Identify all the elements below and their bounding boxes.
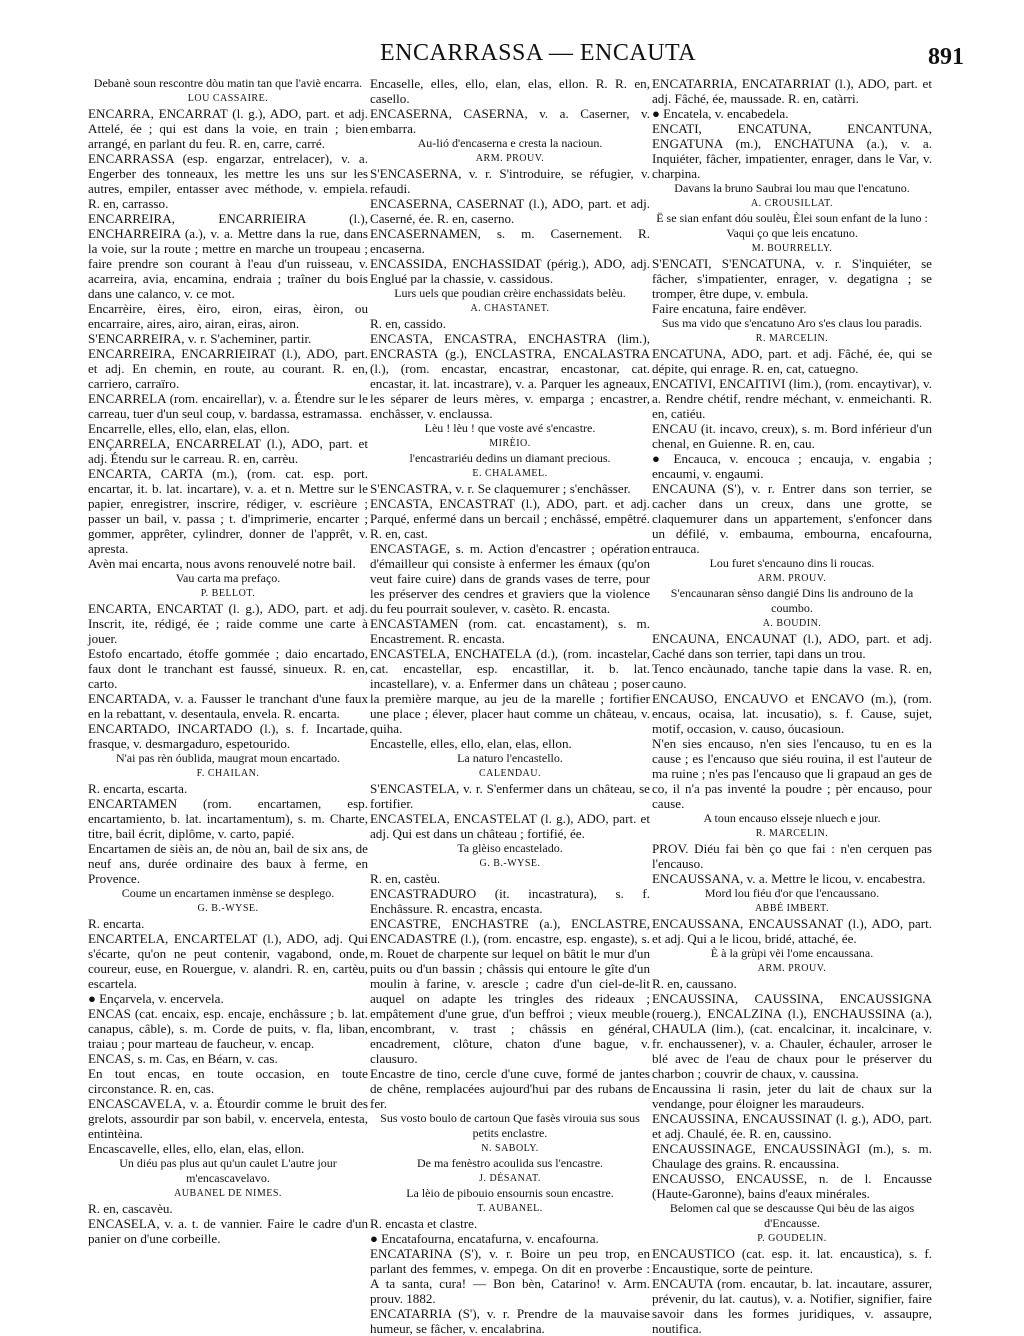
dictionary-entry: S'ENCASTRA, v. r. Se claquemurer ; s'enchâsser. — [370, 481, 631, 496]
dictionary-entry: R. en, castèu. — [370, 871, 441, 886]
dictionary-entry: ENCAUSSANA, v. a. Mettre le licou, v. encabestra. — [652, 871, 926, 886]
dictionary-entry: ENCARRA, ENCARRAT (l. g.), ADO, part. et adj. Attelé, ée ; qui est dans la voie, en train ; bien arrangé, en parlant du feu. R. en, carre, carré. — [88, 106, 368, 151]
quote-attribution: AUBANEL DE NIMES. — [174, 1188, 282, 1199]
dictionary-entry: ENCAUSTICO (cat. esp. it. lat. encaustica), s. f. Encaustique, sorte de peinture. — [652, 1246, 932, 1276]
dictionary-entry: ENCAUSSINA, ENCAUSSINAT (l. g.), ADO, part. et adj. Chaulé, ée. R. en, caussino. — [652, 1111, 932, 1141]
quotation: Ë se sian enfant dóu soulèu, Èlei soun enfant de la luno : Vaqui ço que leis encatuno. — [656, 211, 928, 240]
dictionary-entry: ENCAUTA (rom. encautar, b. lat. incautare, assurer, prévenir, du lat. cautus), v. a. Notifier, signifier, faire savoir dans les formes juridiques, v. assaupre, noutifica. — [652, 1276, 932, 1336]
quotation: Lurs uels que poudian crèire enchassidats belèu. — [394, 286, 626, 300]
dictionary-entry: ENCARTAMEN (rom. encartamen, esp. encartamiento, b. lat. incartamentum), s. m. Charte, titre, bail écrit, diplôme, v. carto, papié. — [88, 796, 368, 841]
dictionary-entry: Encaussina li rasin, jeter du lait de chaux sur la vendange, pour éloigner les maraudeurs. — [652, 1081, 932, 1111]
quotation: Mord lou fiéu d'or que l'encaussano. — [704, 886, 880, 900]
dictionary-entry: ENCARRELA (rom. encairellar), v. a. Étendre sur le carreau, tuer d'un seul coup, v. bardassa, estramassa. — [88, 391, 368, 421]
dictionary-entry: Encartamen de sièis an, de nòu an, bail de six ans, de neuf ans, durée ordinaire des baux à ferme, en Provence. — [88, 841, 368, 886]
quotation: Coume un encartamen inmènse se desplego. — [121, 886, 335, 900]
dictionary-entry: Encaselle, elles, ello, elan, elas, ellon. R. R. en, casello. — [370, 76, 650, 106]
dictionary-entry: ● Encauca, v. encouca ; encauja, v. engabia ; encaumi, v. engaumi. — [652, 451, 932, 481]
quote-attribution: CALENDAU. — [479, 768, 541, 779]
dictionary-entry: ENCAU (it. incavo, creux), s. m. Bord inférieur d'un chenal, en Guienne. R. en, cau. — [652, 421, 932, 451]
dictionary-entry: ENCASTRADURO (it. incastratura), s. f. Enchâssure. R. encastra, encasta. — [370, 886, 650, 916]
dictionary-entry: ENCAUSSINA, CAUSSINA, ENCAUSSIGNA (rouerg.), ENCALZINA (l.), ENCHAUSSINA (a.), CHAULA (lim.), (cat. encalcinar, it. incalcinare, v. fr. enchaussener), v. a. Chauler, échauler, arroser le blé avec de l'eau de chaux pour le préserver du charbon ; couvrir de chaux, v. caussina. — [652, 991, 932, 1081]
quotation: Sus ma vido que s'encatuno Aro s'es claus lou paradis. — [661, 316, 923, 330]
dictionary-entry: Tenco encàunado, tanche tapie dans la vase. R. en, cauno. — [652, 661, 932, 691]
dictionary-entry: ENCASTELA, ENCASTELAT (l. g.), ADO, part. et adj. Qui est dans un château ; fortifié, ée. — [370, 811, 650, 841]
quotation: N'ai pas rèn óublida, maugrat moun encartado. — [115, 751, 341, 765]
quote-attribution: P. BELLOT. — [200, 588, 256, 599]
dictionary-entry: ENCARRASSA (esp. engarzar, entrelacer), v. a. Engerber des tonneaux, les mettre les uns sur les autres, empiler, entasser avec méthode, v. empiela. R. en, carrasso. — [88, 151, 368, 211]
middle-column — [370, 76, 650, 1336]
quotation: Vau carta ma prefaço. — [175, 571, 281, 585]
quote-attribution: J. DÉSANAT. — [479, 1173, 541, 1184]
dictionary-entry: ENCASTA, ENCASTRA, ENCHASTRA (lim.), ENCRASTA (g.), ENCLASTRA, ENCALASTRA (l.), (rom. encastar, encastrar, encastonar, cat. encastar, it. lat. incastrare), v. a. Parquer les agneaux, les séparer de leurs mères, v. emparga ; encastrer, enchâsser, v. enclaussa. — [370, 331, 650, 421]
quote-attribution: ARM. PROUV. — [757, 573, 827, 584]
dictionary-entry: ENCAS (cat. encaix, esp. encaje, enchâssure ; b. lat. canapus, câble), s. m. Corde de puits, v. fla, liban, traiau ; pour marteau de faucheur, v. encap. — [88, 1006, 368, 1051]
dictionary-entry: ENCASTRE, ENCHASTRE (a.), ENCLASTRE, ENCADASTRE (l.), (rom. encastre, esp. engaste), s. m. Rouet de charpente sur lequel on bâtit le mur d'un puits ou d'un bassin ; châssis qui entoure le gîte d'un moulin à farine, v. arescle ; cadre d'un ciel-de-lit auquel on adapte les tringles des rideaux ; empâtement d'une grue, d'un beffroi ; vieux meuble encombrant, v. trast ; châssis en général, encadrement, clôture, chaton d'une bague, v. clausuro. — [370, 916, 650, 1066]
quote-attribution: R. MARCELIN. — [755, 828, 829, 839]
quotation: La naturo l'encastello. — [457, 751, 563, 765]
page-header — [0, 40, 1024, 76]
dictionary-entry: ENCARTADO, INCARTADO (l.), s. f. Incartade, frasque, v. desmargaduro, espetourido. — [88, 721, 368, 751]
dictionary-entry: Encascavelle, elles, ello, elan, elas, ellon. — [88, 1141, 305, 1156]
dictionary-entry: ENCARTA, ENCARTAT (l. g.), ADO, part. et adj. Inscrit, ite, rédigé, ée ; raide comme une carte à jouer. — [88, 601, 368, 646]
dictionary-entry: ENCATIVI, ENCAITIVI (lim.), (rom. encaytivar), v. a. Rendre chétif, rendre méchant, v. enmeichanti. R. en, catiéu. — [652, 376, 932, 421]
running-head: ENCARRASSA — ENCAUTA — [380, 40, 697, 66]
dictionary-entry: ENCARREIRA, ENCARRIEIRA (l.), ENCHARREIRA (a.), v. a. Mettre dans la rue, dans la voie, sur la route ; mettre en marche un troupeau ; faire prendre son courant à l'eau d'un ruisseau, v. acarreira, avia, encamina, endraia ; traîner du bois dans une calanco, v. ce mot. — [88, 211, 368, 301]
dictionary-entry: S'ENCASTELA, v. r. S'enfermer dans un château, se fortifier. — [370, 781, 650, 811]
quote-attribution: M. BOURRELLY. — [751, 243, 833, 254]
quote-attribution: G. B.-WYSE. — [479, 858, 541, 869]
dictionary-entry: ENÇARRELA, ENCARRELAT (l.), ADO, part. et adj. Étendu sur le carreau. R. en, carrèu. — [88, 436, 368, 466]
quote-attribution: P. GOUDELIN. — [757, 1233, 827, 1244]
dictionary-entry: ENCASCAVELA, v. a. Étourdir comme le bruit des grelots, assourdir par son babil, v. encervela, entesta, entintèina. — [88, 1096, 368, 1141]
dictionary-entry: ENCATI, ENCATUNA, ENCANTUNA, ENGATUNA (m.), ENCHATUNA (a.), v. a. Inquiéter, fâcher, impatienter, enrager, dans le Var, v. charpina. — [652, 121, 932, 181]
dictionary-entry: ENCARTADA, v. a. Fausser le tranchant d'une faux en la rebattant, v. desentaula, envela. R. encarta. — [88, 691, 368, 721]
dictionary-entry: ENCARTELA, ENCARTELAT (l.), ADO, adj. Qui s'écarte, qu'on ne peut contenir, vagabond, onde, coureur, euse, en Rouergue, v. alandri. R. en, cartèu, escartela. — [88, 931, 368, 991]
dictionary-entry: En tout encas, en toute occasion, en toute circonstance. R. en, cas. — [88, 1066, 368, 1096]
dictionary-entry: ENCAUSO, ENCAUVO et ENCAVO (m.), (rom. encaus, ocaisa, lat. incusatio), s. f. Cause, sujet, motif, occasion, v. causo, óucasioun. — [652, 691, 932, 736]
dictionary-entry: ENCASELA, v. a. t. de vannier. Faire le cadre d'un panier on d'une corbeille. — [88, 1216, 368, 1246]
dictionary-entry: R. encasta et clastre. — [370, 1216, 478, 1231]
dictionary-entry: ENCAUSSANA, ENCAUSSANAT (l.), ADO, part. et adj. Qui a le licou, bridé, attaché, ée. — [652, 916, 932, 946]
quote-attribution: A. BOUDIN. — [762, 618, 822, 629]
dictionary-entry: ENCASTELA, ENCHATELA (d.), (rom. incastelar, cat. encastellar, esp. encastillar, it. b. lat. incastellare), v. a. Enfermer dans un château ; poser la première marque, au jeu de la marelle ; fortifier une place ; élever, placer haut comme un château, v. quiha. — [370, 646, 650, 736]
dictionary-entry: ● Encatafourna, encatafurna, v. encafourna. — [370, 1231, 599, 1246]
quotation: Belomen cal que se descausse Qui bèu de las aigos d'Encausse. — [669, 1201, 915, 1230]
dictionary-entry: ENCARTA, CARTA (m.), (rom. cat. esp. port. encartar, it. b. lat. incartare), v. a. et n. Mettre sur le papier, enregistrer, inscrire, rédiger, v. escrièure ; passer un bail, v. passa ; t. d'imprimerie, encarter ; gommer, apprêter, cylindrer, donner de l'apprêt, v. apresta. — [88, 466, 368, 556]
dictionary-entry: Estofo encartado, étoffe gommée ; daio encartado, faux dont le tranchant est faussé, sinueux. R. en, carto. — [88, 646, 368, 691]
dictionary-entry: ENCASSIDA, ENCHASSIDAT (périg.), ADO, adj. Englué par la chassie, v. cassidous. — [370, 256, 650, 286]
dictionary-entry: Faire encatuna, faire endêver. — [652, 301, 807, 316]
dictionary-entry: Encastre de tino, cercle d'une cuve, formé de jantes de chêne, remplacées aujourd'hui par des rubans de fer. — [370, 1066, 650, 1111]
dictionary-entry: ENCASTAMEN (rom. cat. encastament), s. m. Encastrement. R. encasta. — [370, 616, 650, 646]
quotation: È à la grùpi vèi l'ome encaussana. — [710, 946, 874, 960]
quotation: Un diéu pas plus aut qu'un caulet L'autre jour m'encascavelavo. — [119, 1156, 337, 1185]
dictionary-entry: ENCAS, s. m. Cas, en Béarn, v. cas. — [88, 1051, 278, 1066]
quote-attribution: ABBÉ IMBERT. — [754, 903, 830, 914]
quote-attribution: ARM. PROUV. — [757, 963, 827, 974]
dictionary-entry: Encastelle, elles, ello, elan, elas, ellon. — [370, 736, 572, 751]
quote-attribution: F. CHAILAN. — [196, 768, 260, 779]
dictionary-entry: ENCAUSSO, ENCAUSSE, n. de l. Encausse (Haute-Garonne), bains d'eaux minérales. — [652, 1171, 932, 1201]
quote-attribution: E. CHALAMEL. — [472, 468, 548, 479]
dictionary-entry: Avèn mai encarta, nous avons renouvelé notre bail. — [88, 556, 356, 571]
dictionary-entry: ENCAUNA (S'), v. r. Entrer dans son terrier, se cacher dans un creux, dans une grotte, se claquemurer dans un appartement, s'enfoncer dans un défilé, v. embauma, embourna, encafourna, entrauca. — [652, 481, 932, 556]
quote-attribution: T. AUBANEL. — [477, 1203, 543, 1214]
left-column — [88, 76, 368, 1246]
quote-attribution: MIRÈIO. — [489, 438, 531, 449]
quote-attribution: R. MARCELIN. — [755, 333, 829, 344]
dictionary-entry: S'ENCARREIRA, v. r. S'acheminer, partir. — [88, 331, 312, 346]
dictionary-entry: S'ENCATI, S'ENCATUNA, v. r. S'inquiéter, se fâcher, s'impatienter, enrager, v. degatigna ; se tromper, être dupe, v. embula. — [652, 256, 932, 301]
dictionary-entry: N'en sies encauso, n'en sies l'encauso, tu en es la cause ; es l'encauso que siéu rouina, il est l'auteur de ma ruine ; n'es pas l'encauso que li grapaud an ges de co, il n'a pas inventé la poudre ; pèr encauso, pour cause. — [652, 736, 932, 811]
dictionary-entry: ENCASERNA, CASERNAT (l.), ADO, part. et adj. Caserné, ée. R. en, caserno. — [370, 196, 650, 226]
quotation: l'encastrariéu dedins un diamant precious. — [409, 451, 611, 465]
dictionary-entry: ● Encatela, v. encabedela. — [652, 106, 789, 121]
quote-attribution: A. CROUSILLAT. — [750, 198, 834, 209]
right-column — [652, 76, 932, 1336]
quotation: De ma fenèstro acoulida sus l'encastre. — [416, 1156, 604, 1170]
quotation: Lèu ! lèu ! que voste avé s'encastre. — [424, 421, 596, 435]
quotation: Au-lió d'encaserna e cresta la nacioun. — [417, 136, 603, 150]
dictionary-entry: ● Ençarvela, v. encervela. — [88, 991, 224, 1006]
dictionary-entry: Encarrèire, èires, èiro, eiron, eiras, èiron, ou encarraire, aires, airo, airan, eiras, airon. — [88, 301, 368, 331]
dictionary-entry: ENCATARRIA, ENCATARRIAT (l.), ADO, part. et adj. Fâché, ée, maussade. R. en, catàrri. — [652, 76, 932, 106]
quotation: Sus vosto boulo de cartoun Que fasès virouia sus sous petits enclastre. — [380, 1111, 640, 1140]
quote-attribution: ARM. PROUV. — [475, 153, 545, 164]
dictionary-entry: ENCARREIRA, ENCARRIEIRAT (l.), ADO, part. et adj. En chemin, en route, au courant. R. en, carriero, carraïro. — [88, 346, 368, 391]
quote-attribution: A. CHASTANET. — [470, 303, 550, 314]
quote-attribution: N. SABOLY. — [481, 1143, 539, 1154]
dictionary-entry: ENCATARRIA (S'), v. r. Prendre de la mauvaise humeur, se fâcher, v. encalabrina. — [370, 1306, 650, 1336]
dictionary-entry: ENCASTAGE, s. m. Action d'encastrer ; opération d'émailleur qui consiste à enfermer les émaux (qu'on veut faire cuire) dans de grands vases de terre, pour les préserver des cendres et graviers que la violence du feu pourrait soulever, v. casèto. R. encasta. — [370, 541, 650, 616]
dictionary-entry: ENCASERNAMEN, s. m. Casernement. R. encaserna. — [370, 226, 650, 256]
quotation: Debanè soun rescontre dòu matin tan que l'aviè encarra. — [93, 76, 363, 90]
quotation: S'encaunaran sènso dangié Dins lis androuno de la coumbo. — [670, 586, 914, 615]
dictionary-entry: R. en, cascavèu. — [88, 1201, 173, 1216]
quote-attribution: LOU CASSAIRE. — [187, 93, 269, 104]
quotation: Davans la bruno Saubrai lou mau que l'encatuno. — [674, 181, 910, 195]
dictionary-entry: ENCAUNA, ENCAUNAT (l.), ADO, part. et adj. Caché dans son terrier, tapi dans un trou. — [652, 631, 932, 661]
quotation: Ta glèiso encastelado. — [457, 841, 563, 855]
dictionary-entry: R. encarta, escarta. — [88, 781, 188, 796]
quotation: La lèio de pibouio ensournis soun encastre. — [406, 1186, 614, 1200]
quotation: A toun encauso elsseje nluech e jour. — [703, 811, 881, 825]
dictionary-entry: ENCATUNA, ADO, part. et adj. Fâché, ée, qui se dépite, qui enrage. R. en, cat, catuegno. — [652, 346, 932, 376]
dictionary-entry: R. en, cassido. — [370, 316, 447, 331]
dictionary-entry: ENCAUSSINAGE, ENCAUSSINÀGI (m.), s. m. Chaulage des grains. R. encaussina. — [652, 1141, 932, 1171]
quotation: Lou furet s'encauno dins li roucas. — [709, 556, 875, 570]
quote-attribution: G. B.-WYSE. — [197, 903, 259, 914]
dictionary-entry: ENCASERNA, CASERNA, v. a. Caserner, v. embarra. — [370, 106, 650, 136]
dictionary-entry: ENCASTA, ENCASTRAT (l.), ADO, part. et adj. Parqué, enfermé dans un bercail ; enchâssé, empêtré. R. en, cast. — [370, 496, 650, 541]
dictionary-entry: ENCATARINA (S'), v. r. Boire un peu trop, en parlant des femmes, v. empega. On dit en proverbe : A ta santa, cura! — Bon bèn, Catarino! v. Arm. prouv. 1882. — [370, 1246, 650, 1306]
dictionary-entry: R. encarta. — [88, 916, 145, 931]
page-number: 891 — [928, 44, 964, 70]
dictionary-entry: R. en, caussano. — [652, 976, 737, 991]
dictionary-entry: Encarrelle, elles, ello, elan, elas, ellon. — [88, 421, 290, 436]
dictionary-entry: S'ENCASERNA, v. r. S'introduire, se réfugier, v. refaudi. — [370, 166, 650, 196]
dictionary-entry: PROV. Diéu fai bèn ço que fai : n'en cerquen pas l'encauso. — [652, 841, 932, 871]
